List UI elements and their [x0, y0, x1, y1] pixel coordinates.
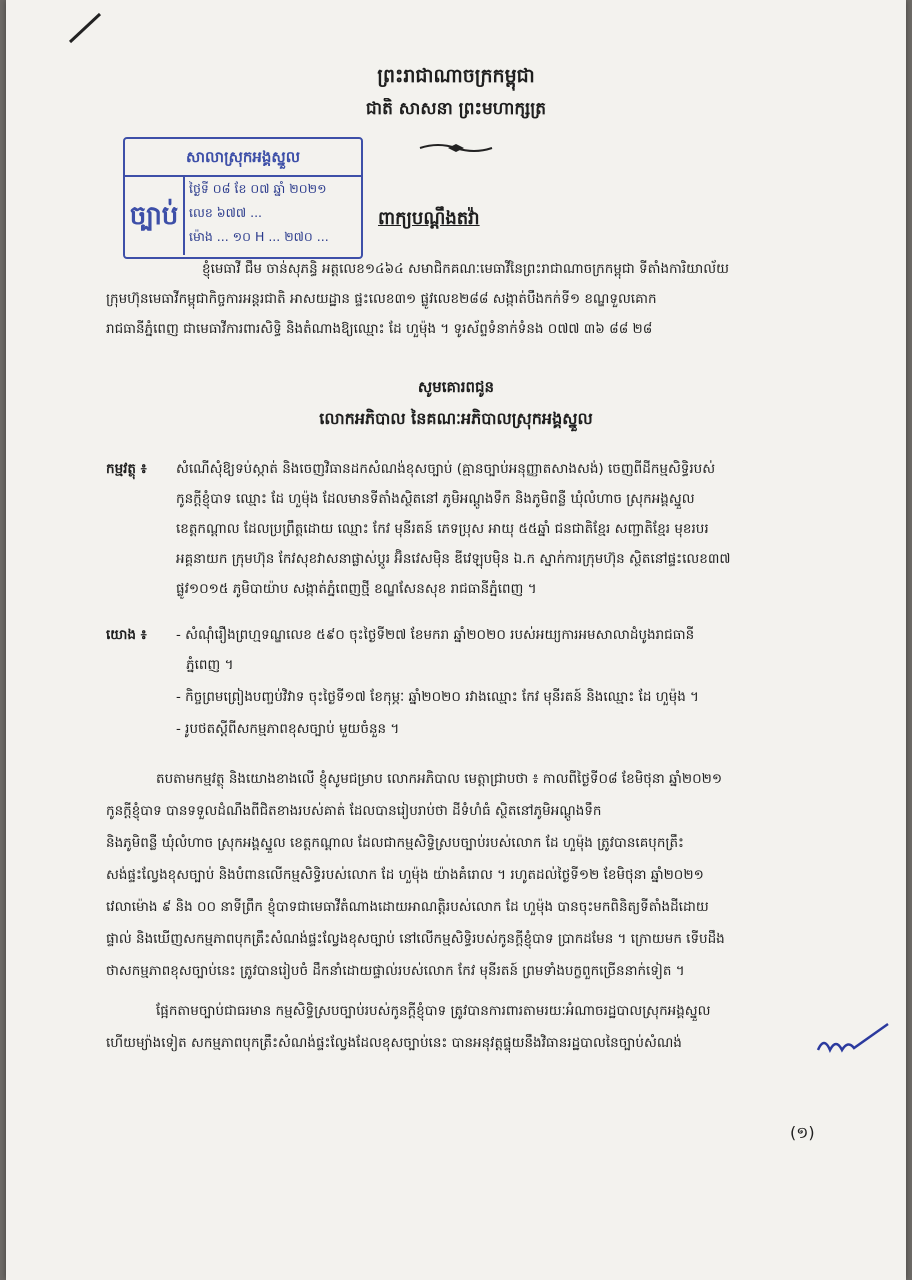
- body-line: វេលាម៉ោង ៩ និង ០០ នាទីព្រឹក ខ្ញុំបាទជាមេធាវីតំណាងដោយអាណត្តិរបស់លោក ដែ ហួម៉ុង បានចុះមកពិនិត្យទីតាំងដីដោយ: [106, 899, 709, 915]
- stamp-label: ច្បាប់: [125, 177, 185, 255]
- stamp-time: ម៉ោង ... ១០ H ... ២៧០ ...: [189, 229, 329, 244]
- stamp-office: សាលាស្រុកអង្គស្នួល: [125, 139, 361, 177]
- reference-item: - សំណុំរឿងព្រហ្មទណ្ឌលេខ ៥៩០ ចុះថ្ងៃទី២៧ ខែមករា ឆ្នាំ២០២០ របស់អយ្យការអមសាលាដំបូងរាជធានី: [176, 627, 695, 643]
- body-line: និងភូមិពន្លឺ ឃុំលំហាច ស្រុកអង្គស្នួល ខេត្តកណ្ដាល ដែលជាកម្មសិទ្ធិស្របច្បាប់របស់លោក ដែ ហួម៉ុង ត្រូវបានគេបុកត្រឹះ: [106, 835, 684, 851]
- reference-label: យោង ៖: [106, 627, 147, 643]
- reference-item: ភ្នំពេញ ។: [186, 657, 234, 673]
- reference-item: - កិច្ចព្រមព្រៀងបញ្ចប់វិវាទ ចុះថ្ងៃទី១៧ ខែកុម្ភៈ ឆ្នាំ២០២០ រវាងឈ្មោះ កែវ មុនីរតន៍ និងឈ្មោះ ដែ ហួម៉ុង ។: [176, 689, 699, 705]
- subject-label: កម្មវត្ថុ ៖: [106, 461, 147, 477]
- document-page: [6, 0, 906, 1280]
- body-line: ផ្ទាល់ និងឃើញសកម្មភាពបុកត្រឹះសំណង់ផ្ទះល្វែងខុសច្បាប់ នៅលើកម្មសិទ្ធិរបស់កូនក្ដីខ្ញុំបាទ ប្រាកដមែន ។ ក្រោយមក ទើបដឹង: [106, 931, 725, 947]
- subject-line: ផ្លូវ១០១៥ ភូមិបាយ៉ាប សង្កាត់ភ្នំពេញថ្មី ខណ្ឌសែនសុខ រាជធានីភ្នំពេញ ។: [176, 581, 537, 597]
- body-line: តបតាមកម្មវត្ថុ និងយោងខាងលើ ខ្ញុំសូមជម្រាប លោកអភិបាល មេត្តាជ្រាបថា ៖ កាលពីថ្ងៃទី០៨ ខែមិថុនា ឆ្នាំ២០២១: [156, 771, 723, 787]
- document-title: ពាក្យបណ្ដឹងតវ៉ា: [378, 208, 480, 229]
- intro-line: រាជធានីភ្នំពេញ ជាមេធាវីការពារសិទ្ធិ និងតំណាងឱ្យឈ្មោះ ដែ ហួម៉ុង ។ ទូរស័ព្ទទំនាក់ទំនង ០៧៧ ៣៦ ៨៨ ២៨: [106, 321, 653, 337]
- stamp-date: ថ្ងៃទី ០៨ ខែ ០៧ ឆ្នាំ ២០២១: [189, 181, 327, 196]
- pen-mark: [66, 8, 106, 48]
- stamp-number: លេខ ៦៧៧ ...: [189, 205, 263, 220]
- body-line: ផ្អែកតាមច្បាប់ជាធរមាន កម្មសិទ្ធិស្របច្បាប់របស់កូនក្ដីខ្ញុំបាទ ត្រូវបានការពារតាមរយៈអំណាចរដ្ឋបាលស្រុកអង្គស្នួល: [156, 1003, 711, 1019]
- body-line: ថាសកម្មភាពខុសច្បាប់នេះ ត្រូវបានរៀបចំ ដឹកនាំដោយផ្ទាល់របស់លោក កែវ មុនីរតន៍ ព្រមទាំងបក្ខពួកច្រើននាក់ទៀត ។: [106, 963, 685, 979]
- initials-signature: [814, 1020, 894, 1060]
- intro-line: ក្រុមហ៊ុនមេធាវីកម្ពុជាកិច្ចការអន្តរជាតិ អាសយដ្ឋាន ផ្ទះលេខ៣១ ផ្លូវលេខ២៨៨ សង្កាត់បឹងកក់ទី១ ខណ្ឌទួលគោក: [106, 291, 657, 307]
- national-motto: ជាតិ សាសនា ព្រះមហាក្សត្រ: [365, 99, 547, 119]
- subject-line: អគ្គនាយក ក្រុមហ៊ុន កែវសុខវាសនាផ្លាស់ប្តូរ អ៊ិនវេសម៉ិន ឌីវេឡុបម៉ិន ឯ.ក ស្នាក់ការក្រុមហ៊ុន ស្ថិតនៅផ្ទះលេខ៣៧: [176, 551, 731, 567]
- body-line: សង់ផ្ទះល្វែងខុសច្បាប់ និងបំពានលើកម្មសិទ្ធិរបស់លោក ដែ ហួម៉ុង យ៉ាងគំរោល ។ រហូតដល់ថ្ងៃទី១២ ខែមិថុនា ឆ្នាំ២០២១: [106, 867, 704, 883]
- kingdom-header: ព្រះរាជាណាចក្រកម្ពុជា: [377, 65, 535, 87]
- respect-line: សូមគោរពជូន: [417, 378, 495, 396]
- subject-line: សំណើសុំឱ្យទប់ស្កាត់ និងចេញវិធានដកសំណង់ខុសច្បាប់ (គ្មានច្បាប់អនុញ្ញាតសាងសង់) ចេញពីដីកម្មសិទ្ធិរបស់: [176, 461, 716, 477]
- recipient-line: លោកអភិបាល នៃគណៈអភិបាលស្រុកអង្គស្នួល: [319, 409, 593, 428]
- received-stamp: [123, 137, 363, 259]
- body-line: ហើយម្យ៉ាងទៀត សកម្មភាពបុកត្រឹះសំណង់ផ្ទះល្វែងដែលខុសច្បាប់នេះ បានអនុវត្តផ្ទុយនឹងវិធានរដ្ឋបាលនៃច្បាប់សំណង់: [106, 1035, 682, 1051]
- page-number: (១): [790, 1123, 815, 1142]
- subject-line: ខេត្តកណ្ដាល ដែលប្រព្រឹត្តដោយ ឈ្មោះ កែវ មុនីរតន៍ ភេទប្រុស អាយុ ៥៥ឆ្នាំ ជនជាតិខ្មែរ សញ្ជាតិខ្មែរ មុខរបរ: [176, 521, 709, 537]
- body-line: កូនក្ដីខ្ញុំបាទ បានទទួលដំណឹងពីជិតខាងរបស់គាត់ ដែលបានរៀបរាប់ថា ដីទំហំធំ ស្ថិតនៅភូមិអណ្ដូងទឹក: [106, 803, 602, 819]
- reference-item: - រូបថតស្ដីពីសកម្មភាពខុសច្បាប់ មួយចំនួន ។: [176, 721, 400, 737]
- ornament-divider: [418, 140, 494, 156]
- intro-line: ខ្ញុំមេធាវី ជឹម ចាន់សុភន្ធិ អត្តលេខ១៤៦៤ សមាជិកគណៈមេធាវីនៃព្រះរាជាណាចក្រកម្ពុជា ទីតាំងការិយាល័យ: [202, 261, 730, 277]
- subject-line: កូនក្ដីខ្ញុំបាទ ឈ្មោះ ដែ ហួម៉ុង ដែលមានទីតាំងស្ថិតនៅ ភូមិអណ្ដូងទឹក និងភូមិពន្លឺ ឃុំលំហាច ស្រុកអង្គស្នួល: [176, 491, 695, 507]
